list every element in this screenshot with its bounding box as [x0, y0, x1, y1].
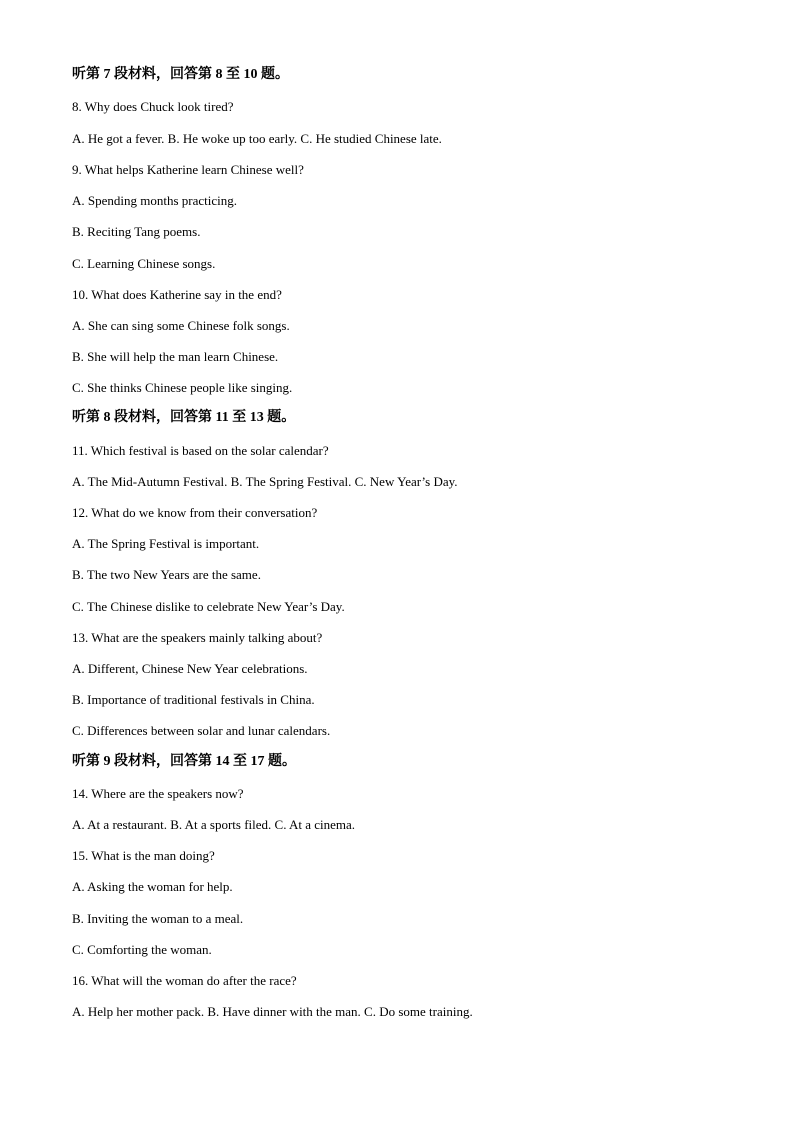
question-line: 15. What is the man doing?: [72, 848, 215, 863]
question-line: 12. What do we know from their conversation?: [72, 505, 318, 520]
option-line: A. She can sing some Chinese folk songs.: [72, 318, 290, 333]
question-line: 8. Why does Chuck look tired?: [72, 99, 234, 114]
question-line: 9. What helps Katherine learn Chinese well?: [72, 162, 304, 177]
option-line: C. She thinks Chinese people like singing.: [72, 380, 293, 395]
option-line: A. Spending months practicing.: [72, 193, 238, 208]
section-heading: 听第 7 段材料，回答第 8 至 10 题。: [72, 67, 289, 82]
question-line: 11. Which festival is based on the solar calendar?: [72, 443, 329, 458]
option-line: A. Asking the woman for help.: [72, 879, 233, 894]
option-line: C. Comforting the woman.: [72, 942, 212, 957]
options-line: A. He got a fever. B. He woke up too early. C. He studied Chinese late.: [72, 131, 442, 146]
option-line: C. The Chinese dislike to celebrate New Year’s Day.: [72, 599, 345, 614]
option-line: B. Inviting the woman to a meal.: [72, 911, 244, 926]
option-line: A. Different, Chinese New Year celebrations.: [72, 661, 308, 676]
option-line: B. She will help the man learn Chinese.: [72, 349, 279, 364]
options-line: A. Help her mother pack. B. Have dinner with the man. C. Do some training.: [72, 1004, 473, 1019]
option-line: C. Learning Chinese songs.: [72, 256, 216, 271]
option-line: C. Differences between solar and lunar calendars.: [72, 723, 331, 738]
options-line: A. At a restaurant. B. At a sports filed. C. At a cinema.: [72, 817, 356, 832]
option-line: B. Reciting Tang poems.: [72, 224, 201, 239]
section-heading: 听第 8 段材料，回答第 11 至 13 题。: [72, 410, 296, 425]
option-line: B. The two New Years are the same.: [72, 567, 261, 582]
option-line: A. The Spring Festival is important.: [72, 536, 260, 551]
option-line: B. Importance of traditional festivals in China.: [72, 692, 315, 707]
question-line: 13. What are the speakers mainly talking about?: [72, 630, 323, 645]
section-heading: 听第 9 段材料，回答第 14 至 17 题。: [72, 754, 296, 769]
options-line: A. The Mid-Autumn Festival. B. The Spring Festival. C. New Year’s Day.: [72, 474, 458, 489]
question-line: 14. Where are the speakers now?: [72, 786, 244, 801]
question-line: 10. What does Katherine say in the end?: [72, 287, 282, 302]
question-line: 16. What will the woman do after the race?: [72, 973, 297, 988]
